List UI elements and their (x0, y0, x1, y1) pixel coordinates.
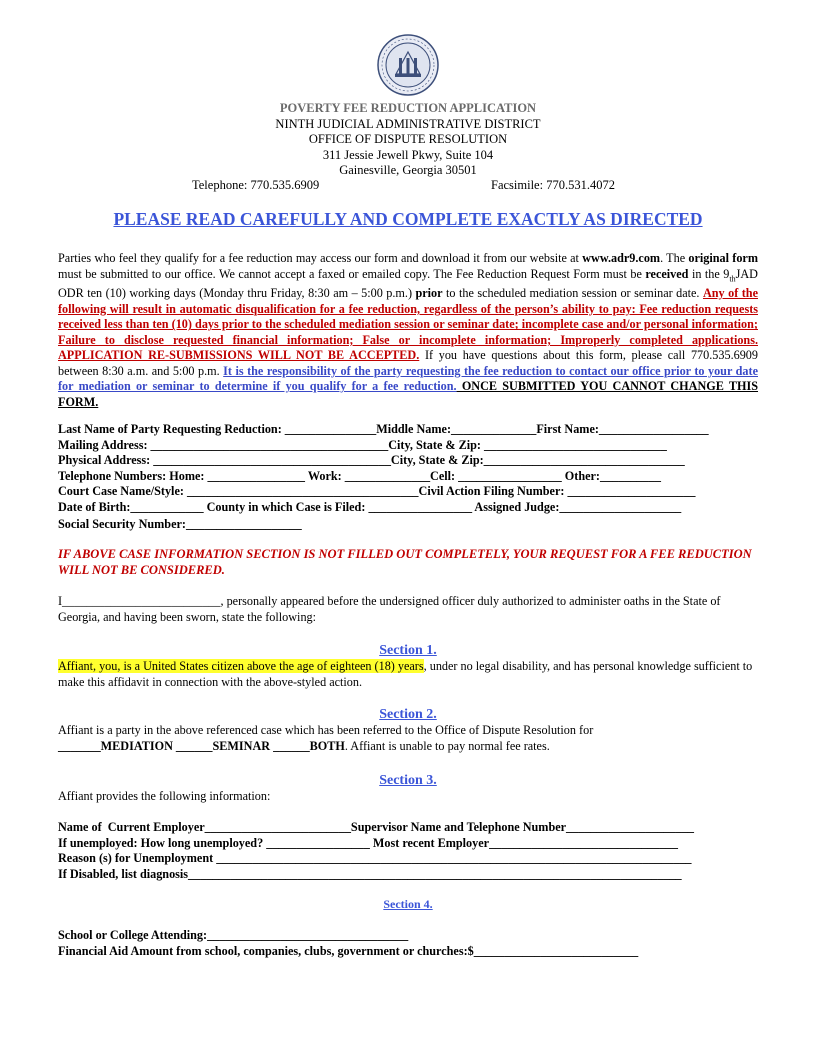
facsimile: Facsimile: 770.531.4072 (491, 178, 615, 192)
section-3-intro: Affiant provides the following information: (58, 789, 271, 803)
citizenship-highlight: Affiant, you, is a United States citizen above the age of eighteen (18) years (58, 659, 424, 673)
telephone: Telephone: 770.535.6909 (192, 178, 320, 192)
section-1-heading: Section 1. (379, 643, 437, 658)
court-case-row[interactable]: Court Case Name/Style: ______________________________________Civil Action Filing Number: _____________________ (58, 484, 696, 498)
office-name: OFFICE OF DISPUTE RESOLUTION (308, 132, 508, 146)
form-title: POVERTY FEE REDUCTION APPLICATION (279, 101, 537, 115)
birth-county-judge-row[interactable]: Date of Birth:____________ County in which Case is Filed: _________________ Assigned Judge:____________________ (58, 499, 682, 514)
school-row[interactable]: School or College Attending:_________________________________ (58, 928, 409, 942)
financial-aid-row[interactable]: Financial Aid Amount from school, companies, clubs, government or churches:$___________________________ (58, 943, 639, 958)
ssn-row[interactable]: Social Security Number:___________________ (58, 517, 302, 531)
no-change-notice: ONCE SUBMITTED YOU CANNOT CHANGE THIS FORM. (58, 379, 759, 409)
section-4-heading: Section 4. (383, 897, 433, 911)
unemployment-reason-row[interactable]: Reason (s) for Unemployment ______________________________________________________________________________ (58, 851, 692, 865)
telephone-row[interactable]: Telephone Numbers: Home: ________________ Work: ______________Cell: _________________ Other:__________ (58, 468, 661, 483)
physical-address-row[interactable]: Physical Address: _______________________________________City, State & Zip:_________________________________ (58, 453, 685, 467)
referral-type-options[interactable]: _______MEDIATION ______SEMINAR ______BOTH (58, 738, 345, 753)
responsibility-notice: It is the responsibility of the party requesting the fee reduction to contact our office prior to your date for mediation or seminar to determine if you qualify for a fee reduction. (58, 363, 758, 394)
mailing-address-row[interactable]: Mailing Address: _______________________________________City, State & Zip: ______________________________ (58, 437, 667, 452)
education-form (58, 928, 760, 959)
district-name: NINTH JUDICIAL ADMINISTRATIVE DISTRICT (275, 117, 541, 131)
incomplete-warning: IF ABOVE CASE INFORMATION SECTION IS NOT FILLED OUT COMPLETELY, YOUR REQUEST FOR A FEE REDUCTION WILL NOT BE CONSIDERED. (58, 547, 752, 577)
name-field-row[interactable]: Last Name of Party Requesting Reduction: _______________Middle Name:______________First Name:__________________ (58, 422, 709, 436)
address-line: 311 Jessie Jewell Pkwy, Suite 104 (322, 148, 494, 162)
section-2-text: Affiant is a party in the above referenced case which has been referred to the Office of Dispute Resolution for _______MEDIATION ______SEMINAR ______BOTH. Affiant is unable to pay normal fee rates. (58, 723, 594, 753)
unemployed-row[interactable]: If unemployed: How long unemployed? _________________ Most recent Employer_______________________________ (58, 835, 678, 850)
instructions-banner: PLEASE READ CAREFULLY AND COMPLETE EXACTLY AS DIRECTED (113, 209, 703, 229)
affidavit-statement: I__________________________, personally appeared before the undersigned officer duly authorized to administer oaths in the State of Georgia, and having been sworn, state the following: (58, 594, 721, 624)
intro-paragraph: Parties who feel they qualify for a fee reduction may access our form and download it from our website at www.adr9.com. The original form must be submitted to our office. We cannot accept a faxed or emailed copy. The Fee Reduction Request Form must be received in the $9_{th}JAD$ ODR ten (10) working days (Monday thru Friday, 8:30 am – 5:00 p.m.) prior to the scheduled mediation session or seminar date. Any of the following will result in automatic disqualification for a fee reduction, regardless of the person’s ability to pay: Fee reduction requests received less than ten (10) days prior to the scheduled mediation session or seminar date; incomplete case and/or personal information; Failure to disclose requested financial information; False or incomplete information; Improperly completed applications. APPLICATION RE-SUBMISSIONS WILL NOT BE ACCEPTED. If you have questions about this form, please call 770.535.6909 between 8:30 a.m. and 5:00 p.m. It is the responsibility of the party requesting the fee reduction to contact our office prior to your date for mediation or seminar to determine if you qualify for a fee reduction. ONCE SUBMITTED YOU CANNOT CHANGE THIS FORM. (58, 251, 759, 409)
section-2-heading: Section 2. (379, 707, 437, 722)
georgia-seal-icon (377, 34, 439, 96)
website-link[interactable]: www.adr9.com (582, 251, 661, 265)
employment-form (58, 820, 760, 882)
case-information-form (58, 422, 760, 533)
section-3-heading: Section 3. (379, 773, 437, 788)
city-line: Gainesville, Georgia 30501 (339, 163, 477, 177)
disqualification-notice: Any of the following will result in automatic disqualification for a fee reduction, regardless of the person’s ability to pay: Fee reduction requests received less than ten (10) days prior to the scheduled mediation session or seminar date; incomplete case and/or personal information; Failure to disclose requested financial information; False or incomplete information; Improperly completed applications. APPLICATION RE-SUBMISSIONS WILL NOT BE ACCEPTED. (58, 286, 758, 363)
disability-row[interactable]: If Disabled, list diagnosis_________________________________________________________________________________ (58, 866, 682, 881)
section-1-text: Affiant, you, is a United States citizen above the age of eighteen (18) years, under no legal disability, and has personal knowledge sufficient to make this affidavit in connection with the above-styled action. (58, 659, 753, 689)
employer-row[interactable]: Name of Current Employer________________________Supervisor Name and Telephone Number_____________________ (58, 820, 695, 834)
